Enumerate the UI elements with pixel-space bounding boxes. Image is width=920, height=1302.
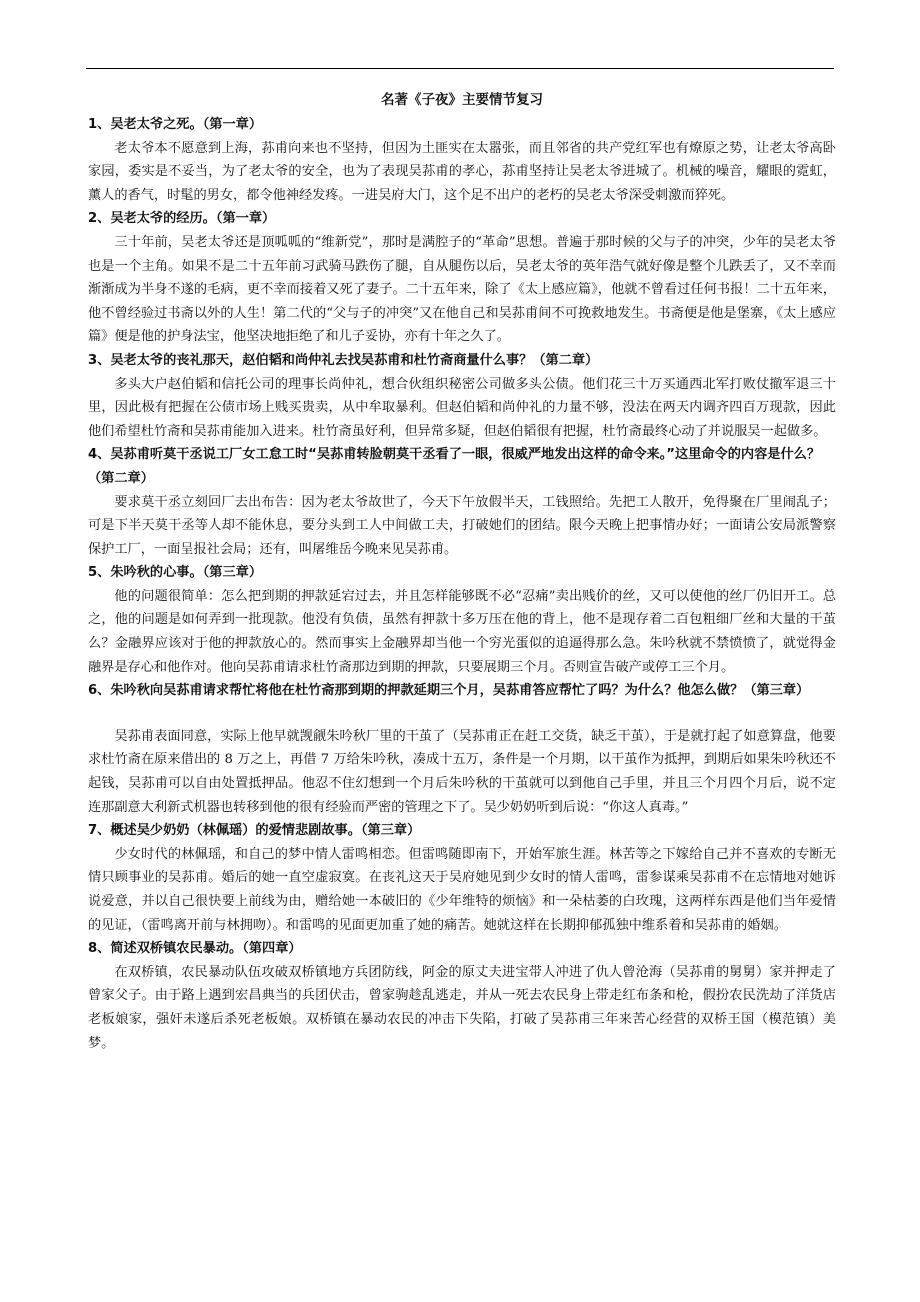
section-4: [88, 443, 836, 561]
section-heading: 7、概述吴少奶奶（林佩瑶）的爱情悲剧故事。（第三章）: [88, 823, 421, 839]
blank-line: [88, 703, 836, 725]
section-5: [88, 561, 836, 679]
section-heading: 3、吴老太爷的丧礼那天，赵伯韬和尚仲礼去找吴荪甫和杜竹斋商量什么事？（第二章）: [88, 352, 599, 368]
section-7: [88, 819, 836, 937]
section-paragraph: 老太爷本不愿意到上海，荪甫向来也不坚持，但因为土匪实在太嚣张，而且邻省的共产党红军也有燎原之势，让老太爷高卧家园，委实是不妥当，为了老太爷的安全，也为了表现吴荪甫的孝心，荪甫坚持让吴老太爷进城了。机械的噪音，耀眼的霓虹，薰人的香气，时髦的男女，都令他神经发疼。一进吴府大门，这个足不出户的老朽的吴老太爷深受刺激而猝死。: [88, 140, 836, 203]
section-8: [88, 937, 836, 1055]
section-paragraph: 他的问题很简单：怎么把到期的押款延宕过去，并且怎样能够既不必“忍痛”卖出贱价的丝，又可以使他的丝厂仍旧开工。总之，他的问题是如何弄到一批现款。他没有负债，虽然有押款十多万压在他的背上，他不是现存着二百包粗细厂丝和大量的干茧么？金融界应该对于他的押款放心的。然而事实上金融界却当他一个穷光蛋似的追逼得那么急。朱吟秋就不禁愤愤了，就觉得金融界是存心和他作对。他向吴荪甫请求杜竹斋那边到期的押款，只要展期三个月。否则宣告破产或停工三个月。: [88, 588, 836, 675]
section-paragraph: 少女时代的林佩瑶，和自己的梦中情人雷鸣相恋。但雷鸣随即南下，开始军旅生涯。林苦等之下嫁给自己并不喜欢的专断无情只顾事业的吴荪甫。婚后的她一直空虚寂寞。在丧礼这天于吴府她见到少女时的情人雷鸣，雷参谋乘吴荪甫不在忘情地对她诉说爱意，并以自己很快要上前线为由，赠给她一本破旧的《少年维特的烦恼》和一朵枯萎的白玫瑰，这两样东西是他们当年爱情的见证，（雷鸣离开前与林拥吻）。和雷鸣的见面更加重了她的痛苦。她就这样在长期抑郁孤独中维系着和吴荪甫的婚姻。: [88, 846, 836, 933]
section-3: [88, 349, 836, 443]
section-paragraph: 吴荪甫表面同意，实际上他早就觊觎朱吟秋厂里的干茧了（吴荪甫正在赶工交货，缺乏干茧），于是就打起了如意算盘，他要求杜竹斋在原来借出的 8 万之上，再借 7 万给朱吟秋，凑成十五万，条件是一个月期，以干茧作为抵押，到期后如果朱吟秋还不起钱，吴荪甫可以自由处置抵押品。他忍不住幻想到一个月后朱吟秋的干茧就可以到他自己手里，并且三个月四个月后，说不定连那副意大利新式机器也转移到他的很有经验而严密的管理之下了。吴少奶奶听到后说：“你这人真毒。”: [88, 728, 836, 815]
section-1: [88, 113, 836, 207]
header-rule: [86, 68, 834, 69]
section-heading: 4、吴荪甫听莫干丞说工厂女工怠工时“吴荪甫转脸朝莫干丞看了一眼，很威严地发出这样的命令来。”这里命令的内容是什么？（第二章）: [88, 447, 821, 486]
section-heading: 8、简述双桥镇农民暴动。（第四章）: [88, 941, 302, 957]
document-title: 名著《子夜》主要情节复习: [381, 92, 543, 108]
section-2: [88, 207, 836, 349]
section-heading: 1、吴老太爷之死。（第一章）: [88, 117, 263, 132]
section-6: [88, 679, 836, 819]
section-heading: 5、朱吟秋的心事。（第三章）: [88, 565, 263, 581]
section-paragraph: 在双桥镇，农民暴动队伍攻破双桥镇地方兵团防线，阿金的原丈夫进宝带人冲进了仇人曾沧海（吴荪甫的舅舅）家并押走了曾家父子。由于路上遇到宏昌典当的兵团伏击，曾家驹趁乱逃走，并从一死去农民身上带走红布条和枪，假扮农民洗劫了洋货店老板娘家，强奸未遂后杀死老板娘。双桥镇在暴动农民的冲击下失陷，打破了吴荪甫三年来苦心经营的双桥王国（模范镇）美梦。: [88, 964, 836, 1051]
section-heading: 2、吴老太爷的经历。（第一章）: [88, 211, 276, 227]
section-heading: 6、朱吟秋向吴荪甫请求帮忙将他在杜竹斋那到期的押款延期三个月，吴荪甫答应帮忙了吗？为什么？他怎么做？（第三章）: [88, 683, 810, 699]
section-paragraph: 三十年前，吴老太爷还是顶呱呱的“维新党”，那时是满腔子的“革命”思想。普遍于那时候的父与子的冲突，少年的吴老太爷也是一个主角。如果不是二十五年前习武骑马跌伤了腿，自从腿伤以后，吴老太爷的英年浩气就好像是整个儿跌丢了，又不幸而渐渐成为半身不遂的毛病，更不幸而接着又死了妻子。二十五年来，除了《太上感应篇》，他就不曾看过任何书报！二十五年来，他不曾经验过书斋以外的人生！第二代的“父与子的冲突”又在他自己和吴荪甫间不可挽救地发生。书斋便是他是堡寨，《太上感应篇》便是他的护身法宝，他坚决地拒绝了和儿子妥协，亦有十年之久了。: [88, 234, 836, 345]
section-paragraph: 要求莫干丞立刻回厂去出布告：因为老太爷故世了，今天下午放假半天，工钱照给。先把工人散开，免得聚在厂里闹乱子；可是下半天莫干丞等人却不能休息，要分头到工人中间做工夫，打破她们的团结。限今天晚上把事情办好；一面请公安局派警察保护工厂，一面呈报社会局；还有，叫屠维岳今晚来见吴荪甫。: [88, 494, 836, 557]
section-paragraph: 多头大户赵伯韬和信托公司的理事长尚仲礼，想合伙组织秘密公司做多头公债。他们花三十万买通西北军打败仗撤军退三十里，因此极有把握在公债市场上贱买贵卖，从中牟取暴利。但赵伯韬和尚仲礼的力量不够，没法在两天内调齐四百万现款，因此他们希望杜竹斋和吴荪甫能加入进来。杜竹斋虽好利，但异常多疑，但赵伯韬很有把握，杜竹斋最终心动了并说服吴一起做多。: [88, 376, 836, 439]
document-page: [88, 88, 836, 1055]
